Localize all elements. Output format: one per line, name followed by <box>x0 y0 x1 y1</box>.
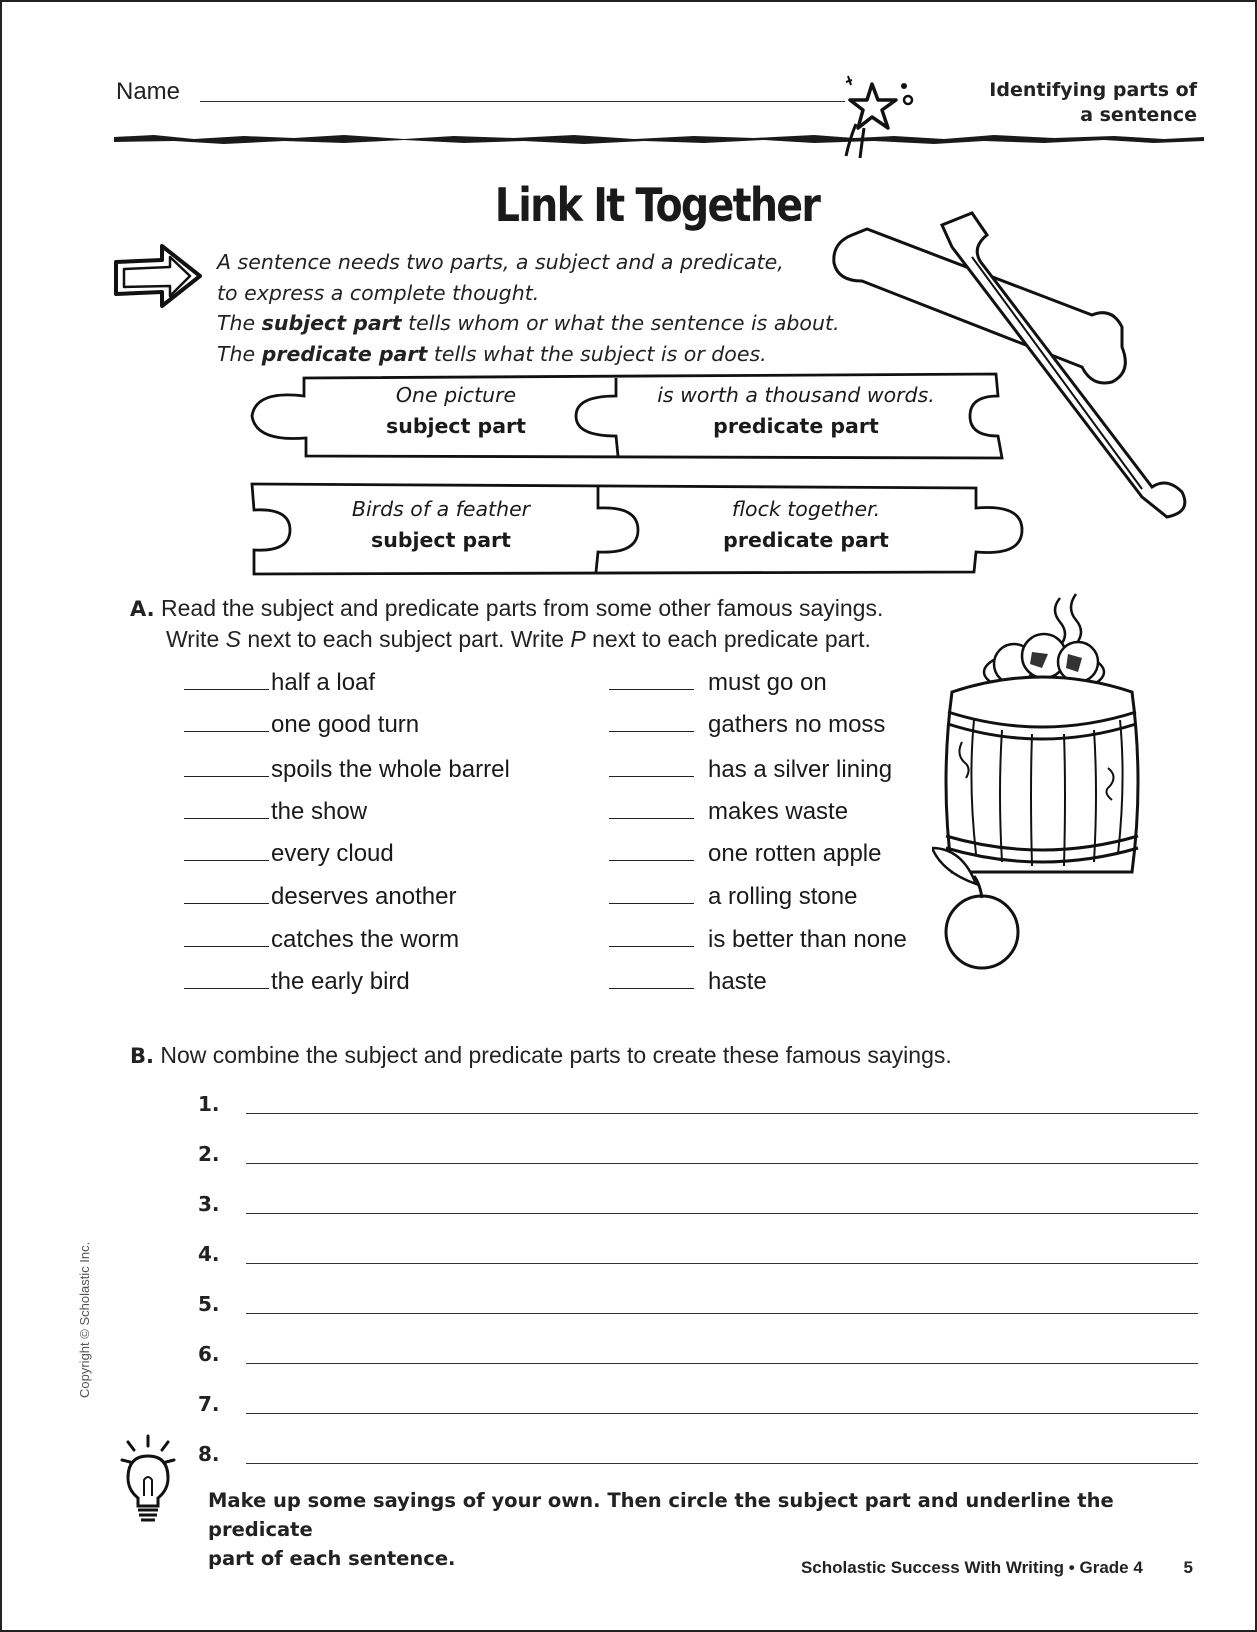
apple-barrel-illustration <box>932 592 1202 982</box>
answer-line-1[interactable] <box>246 1113 1198 1114</box>
answer-number-2: 2. <box>198 1142 220 1166</box>
section-a-instructions <box>130 593 1050 654</box>
skill-label-line2: a sentence <box>1080 104 1197 126</box>
section-a-line-2-a: Write <box>166 626 226 652</box>
answer-blank[interactable] <box>609 840 694 861</box>
answer-blank[interactable] <box>184 968 269 989</box>
example-1-subject-text: One picture <box>395 383 517 407</box>
grade-label: Grade 4 <box>1079 1558 1143 1577</box>
answer-blank[interactable] <box>184 756 269 777</box>
right-item-4 <box>609 798 848 826</box>
answer-line-8[interactable] <box>246 1463 1198 1464</box>
right-item-6 <box>609 883 857 911</box>
example-1-predicate <box>626 380 966 442</box>
right-item-5 <box>609 840 881 868</box>
right-item-1-text: must go on <box>708 669 827 696</box>
right-item-4-text: makes waste <box>708 798 849 825</box>
example-2-predicate <box>646 494 966 556</box>
intro-line-4 <box>217 339 857 370</box>
left-item-7-text: catches the worm <box>271 926 460 953</box>
section-a-line-2 <box>130 624 1050 654</box>
left-item-5 <box>184 840 394 868</box>
intro-text <box>217 247 857 369</box>
extension-line-2: part of each sentence. <box>208 1547 456 1570</box>
letter-s: S <box>225 626 241 652</box>
letter-p: P <box>570 626 586 652</box>
answer-blank[interactable] <box>184 669 269 690</box>
intro-line-4-post: tells what the subject is or does. <box>427 341 767 366</box>
example-2-predicate-label: predicate part <box>723 528 889 552</box>
left-item-3 <box>184 756 510 784</box>
answer-number-6: 6. <box>198 1342 220 1366</box>
right-item-8-text: haste <box>708 968 767 995</box>
answer-line-4[interactable] <box>246 1263 1198 1264</box>
page-number: 5 <box>1183 1558 1193 1577</box>
answer-number-1: 1. <box>198 1092 220 1116</box>
page-title: Link It Together <box>494 178 820 232</box>
right-item-2 <box>609 711 885 739</box>
section-b-text: Now combine the subject and predicate parts to create these famous sayings. <box>160 1042 952 1068</box>
right-item-3 <box>609 756 892 784</box>
name-label: Name <box>116 78 181 105</box>
skill-label <box>937 78 1197 128</box>
right-item-7-text: is better than none <box>708 926 907 953</box>
left-item-8 <box>184 968 410 996</box>
left-item-1-text: half a loaf <box>271 669 376 696</box>
intro-line-1: A sentence needs two parts, a subject and a predicate, <box>217 250 784 274</box>
answer-line-7[interactable] <box>246 1413 1198 1414</box>
intro-line-4-pre: The <box>217 341 262 366</box>
example-puzzle-strip-1 <box>246 372 1036 462</box>
right-item-8 <box>609 968 767 996</box>
example-1-predicate-text: is worth a thousand words. <box>657 383 935 407</box>
light-bulb-icon <box>120 1434 180 1526</box>
left-item-4 <box>184 798 367 826</box>
answer-number-4: 4. <box>198 1242 220 1266</box>
example-2-subject-text: Birds of a feather <box>351 497 531 521</box>
answer-blank[interactable] <box>184 798 269 819</box>
example-1-subject <box>316 380 596 442</box>
example-puzzle-strip-2 <box>246 480 1036 576</box>
section-b-letter: B. <box>130 1044 154 1068</box>
subject-part-term: subject part <box>261 311 402 335</box>
section-a-line-1: Read the subject and predicate parts from some other famous sayings. <box>161 595 884 621</box>
intro-line-3-post: tells whom or what the sentence is about. <box>401 311 840 335</box>
answer-line-2[interactable] <box>246 1163 1198 1164</box>
example-2-predicate-text: flock together. <box>731 497 881 521</box>
right-item-6-text: a rolling stone <box>708 883 858 910</box>
header-rough-rule <box>114 130 1204 146</box>
answer-blank[interactable] <box>184 840 269 861</box>
answer-blank[interactable] <box>184 711 269 732</box>
name-blank-line <box>200 101 845 102</box>
answer-line-3[interactable] <box>246 1213 1198 1214</box>
answer-blank[interactable] <box>609 926 694 947</box>
section-a-line-2-c: next to each predicate part. <box>585 626 871 652</box>
right-item-7 <box>609 926 907 954</box>
example-1-predicate-label: predicate part <box>713 414 879 438</box>
section-a-letter: A. <box>130 597 155 621</box>
intro-line-3 <box>217 308 857 339</box>
left-item-4-text: the show <box>271 798 368 825</box>
left-item-7 <box>184 926 459 954</box>
section-b-instructions <box>130 1042 952 1069</box>
answer-blank[interactable] <box>609 798 694 819</box>
answer-line-5[interactable] <box>246 1313 1198 1314</box>
answer-blank[interactable] <box>609 756 694 777</box>
right-item-2-text: gathers no moss <box>708 711 886 738</box>
left-item-8-text: the early bird <box>271 968 410 995</box>
footer-bullet: • <box>1068 1558 1075 1577</box>
answer-blank[interactable] <box>609 711 694 732</box>
left-item-2 <box>184 711 419 739</box>
arrow-icon <box>110 240 206 312</box>
example-2-subject <box>296 494 586 556</box>
left-item-6 <box>184 883 456 911</box>
example-2-subject-label: subject part <box>371 528 511 552</box>
answer-number-3: 3. <box>198 1192 220 1216</box>
right-item-3-text: has a silver lining <box>708 756 893 783</box>
left-item-6-text: deserves another <box>271 883 457 910</box>
right-item-1 <box>609 669 827 697</box>
answer-number-8: 8. <box>198 1442 220 1466</box>
right-item-5-text: one rotten apple <box>708 840 882 867</box>
answer-line-6[interactable] <box>246 1363 1198 1364</box>
section-a-line-2-b: next to each subject part. Write <box>240 626 571 652</box>
book-title: Scholastic Success With Writing <box>800 1558 1065 1577</box>
predicate-part-term: predicate part <box>261 341 428 366</box>
intro-line-2: to express a complete thought. <box>217 280 540 305</box>
left-item-5-text: every cloud <box>271 840 394 867</box>
left-item-1 <box>184 669 375 697</box>
answer-number-5: 5. <box>198 1292 220 1316</box>
answer-blank[interactable] <box>609 968 694 989</box>
answer-blank[interactable] <box>609 883 694 904</box>
answer-blank[interactable] <box>184 883 269 904</box>
skill-label-line1: Identifying parts of <box>989 79 1197 101</box>
left-item-3-text: spoils the whole barrel <box>271 756 510 783</box>
page-footer <box>801 1558 1193 1578</box>
shooting-star-icon <box>842 72 922 162</box>
extension-line-1: Make up some sayings of your own. Then circle the subject part and underline the predicate <box>208 1489 1114 1541</box>
answer-blank[interactable] <box>184 926 269 947</box>
intro-line-3-pre: The <box>217 311 262 335</box>
left-item-2-text: one good turn <box>271 711 420 738</box>
copyright-text: Copyright © Scholastic Inc. <box>77 1241 92 1398</box>
answer-number-7: 7. <box>198 1392 220 1416</box>
answer-blank[interactable] <box>609 669 694 690</box>
example-1-subject-label: subject part <box>386 414 526 438</box>
